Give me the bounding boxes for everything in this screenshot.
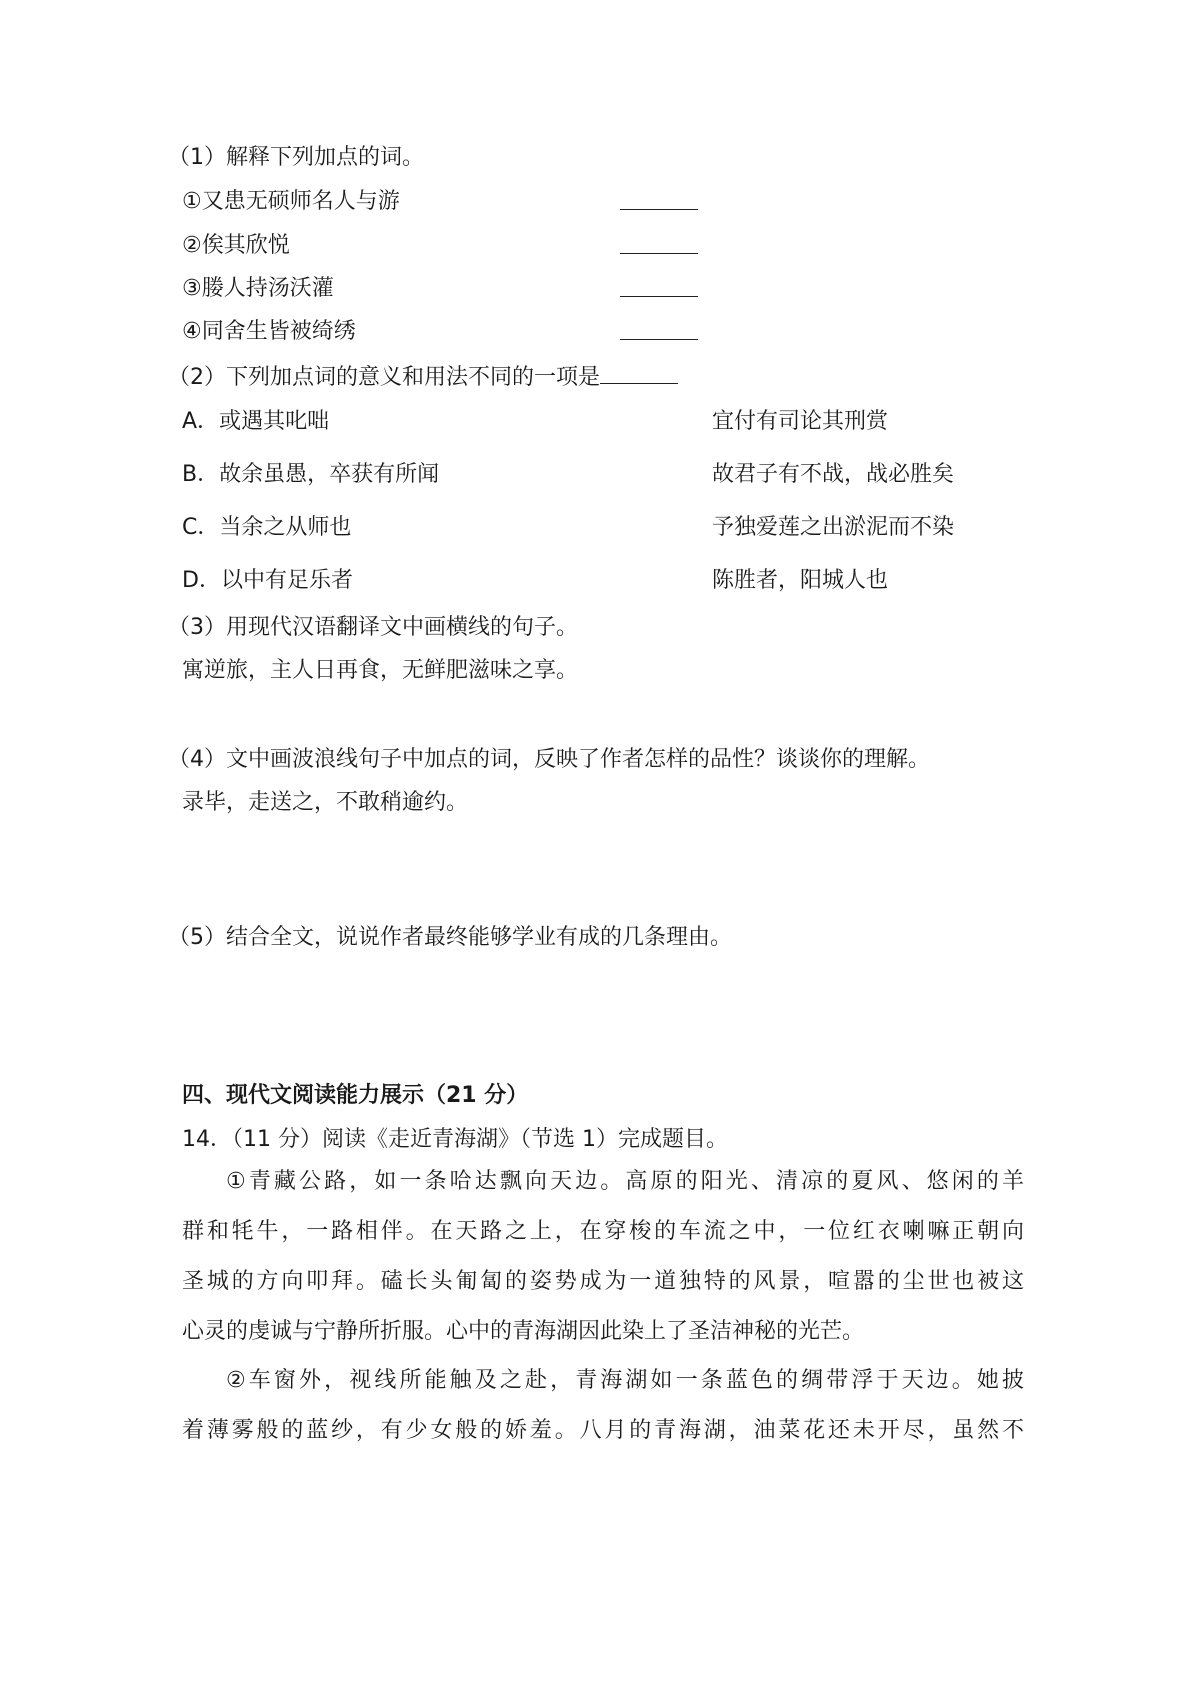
answer-blank[interactable] (620, 231, 698, 254)
option-label: A． (182, 409, 220, 434)
item-text: ③媵人持汤沃灌 (182, 276, 334, 301)
option-right: 陈胜者，阳城人也 (712, 568, 889, 593)
option-label: B． (182, 462, 220, 487)
option-right: 宜付有司论其刑赏 (712, 409, 889, 434)
item-text: ④同舍生皆被绮绣 (182, 319, 356, 344)
option-c (182, 513, 955, 543)
answer-blank[interactable] (600, 361, 678, 384)
q13-3-stem: （3）用现代汉语翻译文中画横线的句子。 (168, 615, 578, 640)
q13-4-stem: （4）文中画波浪线句子中加点的词，反映了作者怎样的品性？谈谈你的理解。 (168, 747, 930, 772)
q13-2-stem (168, 361, 678, 393)
option-left: 当余之从师也 (219, 515, 352, 540)
q13-5-stem: （5）结合全文，说说作者最终能够学业有成的几条理由。 (168, 925, 732, 950)
answer-blank[interactable] (620, 187, 698, 210)
answer-blank[interactable] (620, 317, 698, 340)
option-d (182, 566, 889, 596)
q13-4-sentence: 录毕，走送之，不敢稍逾约。 (182, 790, 469, 815)
option-right: 予独爱莲之出淤泥而不染 (712, 515, 955, 540)
stem-text: （2）下列加点词的意义和用法不同的一项是 (168, 365, 600, 390)
passage-paragraph-1 (182, 1157, 1024, 1357)
q13-1-item-2 (182, 231, 290, 261)
passage-line: ①青藏公路，如一条哈达飘向天边。高原的阳光、清凉的夏风、悠闲的羊 (226, 1169, 1024, 1194)
q13-1-item-1 (182, 187, 400, 217)
option-label: C． (182, 515, 220, 540)
passage-line: 心灵的虔诚与宁静所折服。心中的青海湖因此染上了圣洁神秘的光芒。 (182, 1319, 865, 1344)
question-14: 14．（11 分）阅读《走近青海湖》（节选 1）完成题目。 (182, 1127, 728, 1152)
passage-line: 群和牦牛，一路相伴。在天路之上，在穿梭的车流之中，一位红衣喇嘛正朝向 (182, 1219, 1024, 1244)
option-left: 以中有足乐者 (220, 568, 353, 593)
option-label: D． (182, 568, 221, 593)
q13-1-item-4 (182, 317, 356, 347)
q13-3-sentence: 寓逆旅，主人日再食，无鲜肥滋味之享。 (182, 658, 579, 683)
q13-1-stem: （1）解释下列加点的词。 (168, 145, 424, 170)
answer-blank[interactable] (620, 274, 698, 297)
option-b (182, 460, 955, 490)
passage-line: 着薄雾般的蓝纱，有少女般的娇羞。八月的青海湖，油菜花还未开尽，虽然不 (182, 1418, 1024, 1443)
option-right: 故君子有不战，战必胜矣 (712, 462, 955, 487)
passage-line: 圣城的方向叩拜。磕长头匍匐的姿势成为一道独特的风景，喧嚣的尘世也被这 (182, 1269, 1024, 1294)
passage-paragraph-2 (182, 1356, 1024, 1456)
option-left: 故余虽愚，卒获有所闻 (219, 462, 440, 487)
item-text: ②俟其欣悦 (182, 233, 290, 258)
option-a (182, 407, 889, 437)
passage-line: ②车窗外，视线所能触及之赴，青海湖如一条蓝色的绸带浮于天边。她披 (226, 1368, 1024, 1393)
section-title: 四、现代文阅读能力展示（21 分） (182, 1083, 529, 1108)
q13-1-item-3 (182, 274, 334, 304)
item-text: ①又患无硕师名人与游 (182, 189, 400, 214)
option-left: 或遇其叱咄 (219, 409, 330, 434)
